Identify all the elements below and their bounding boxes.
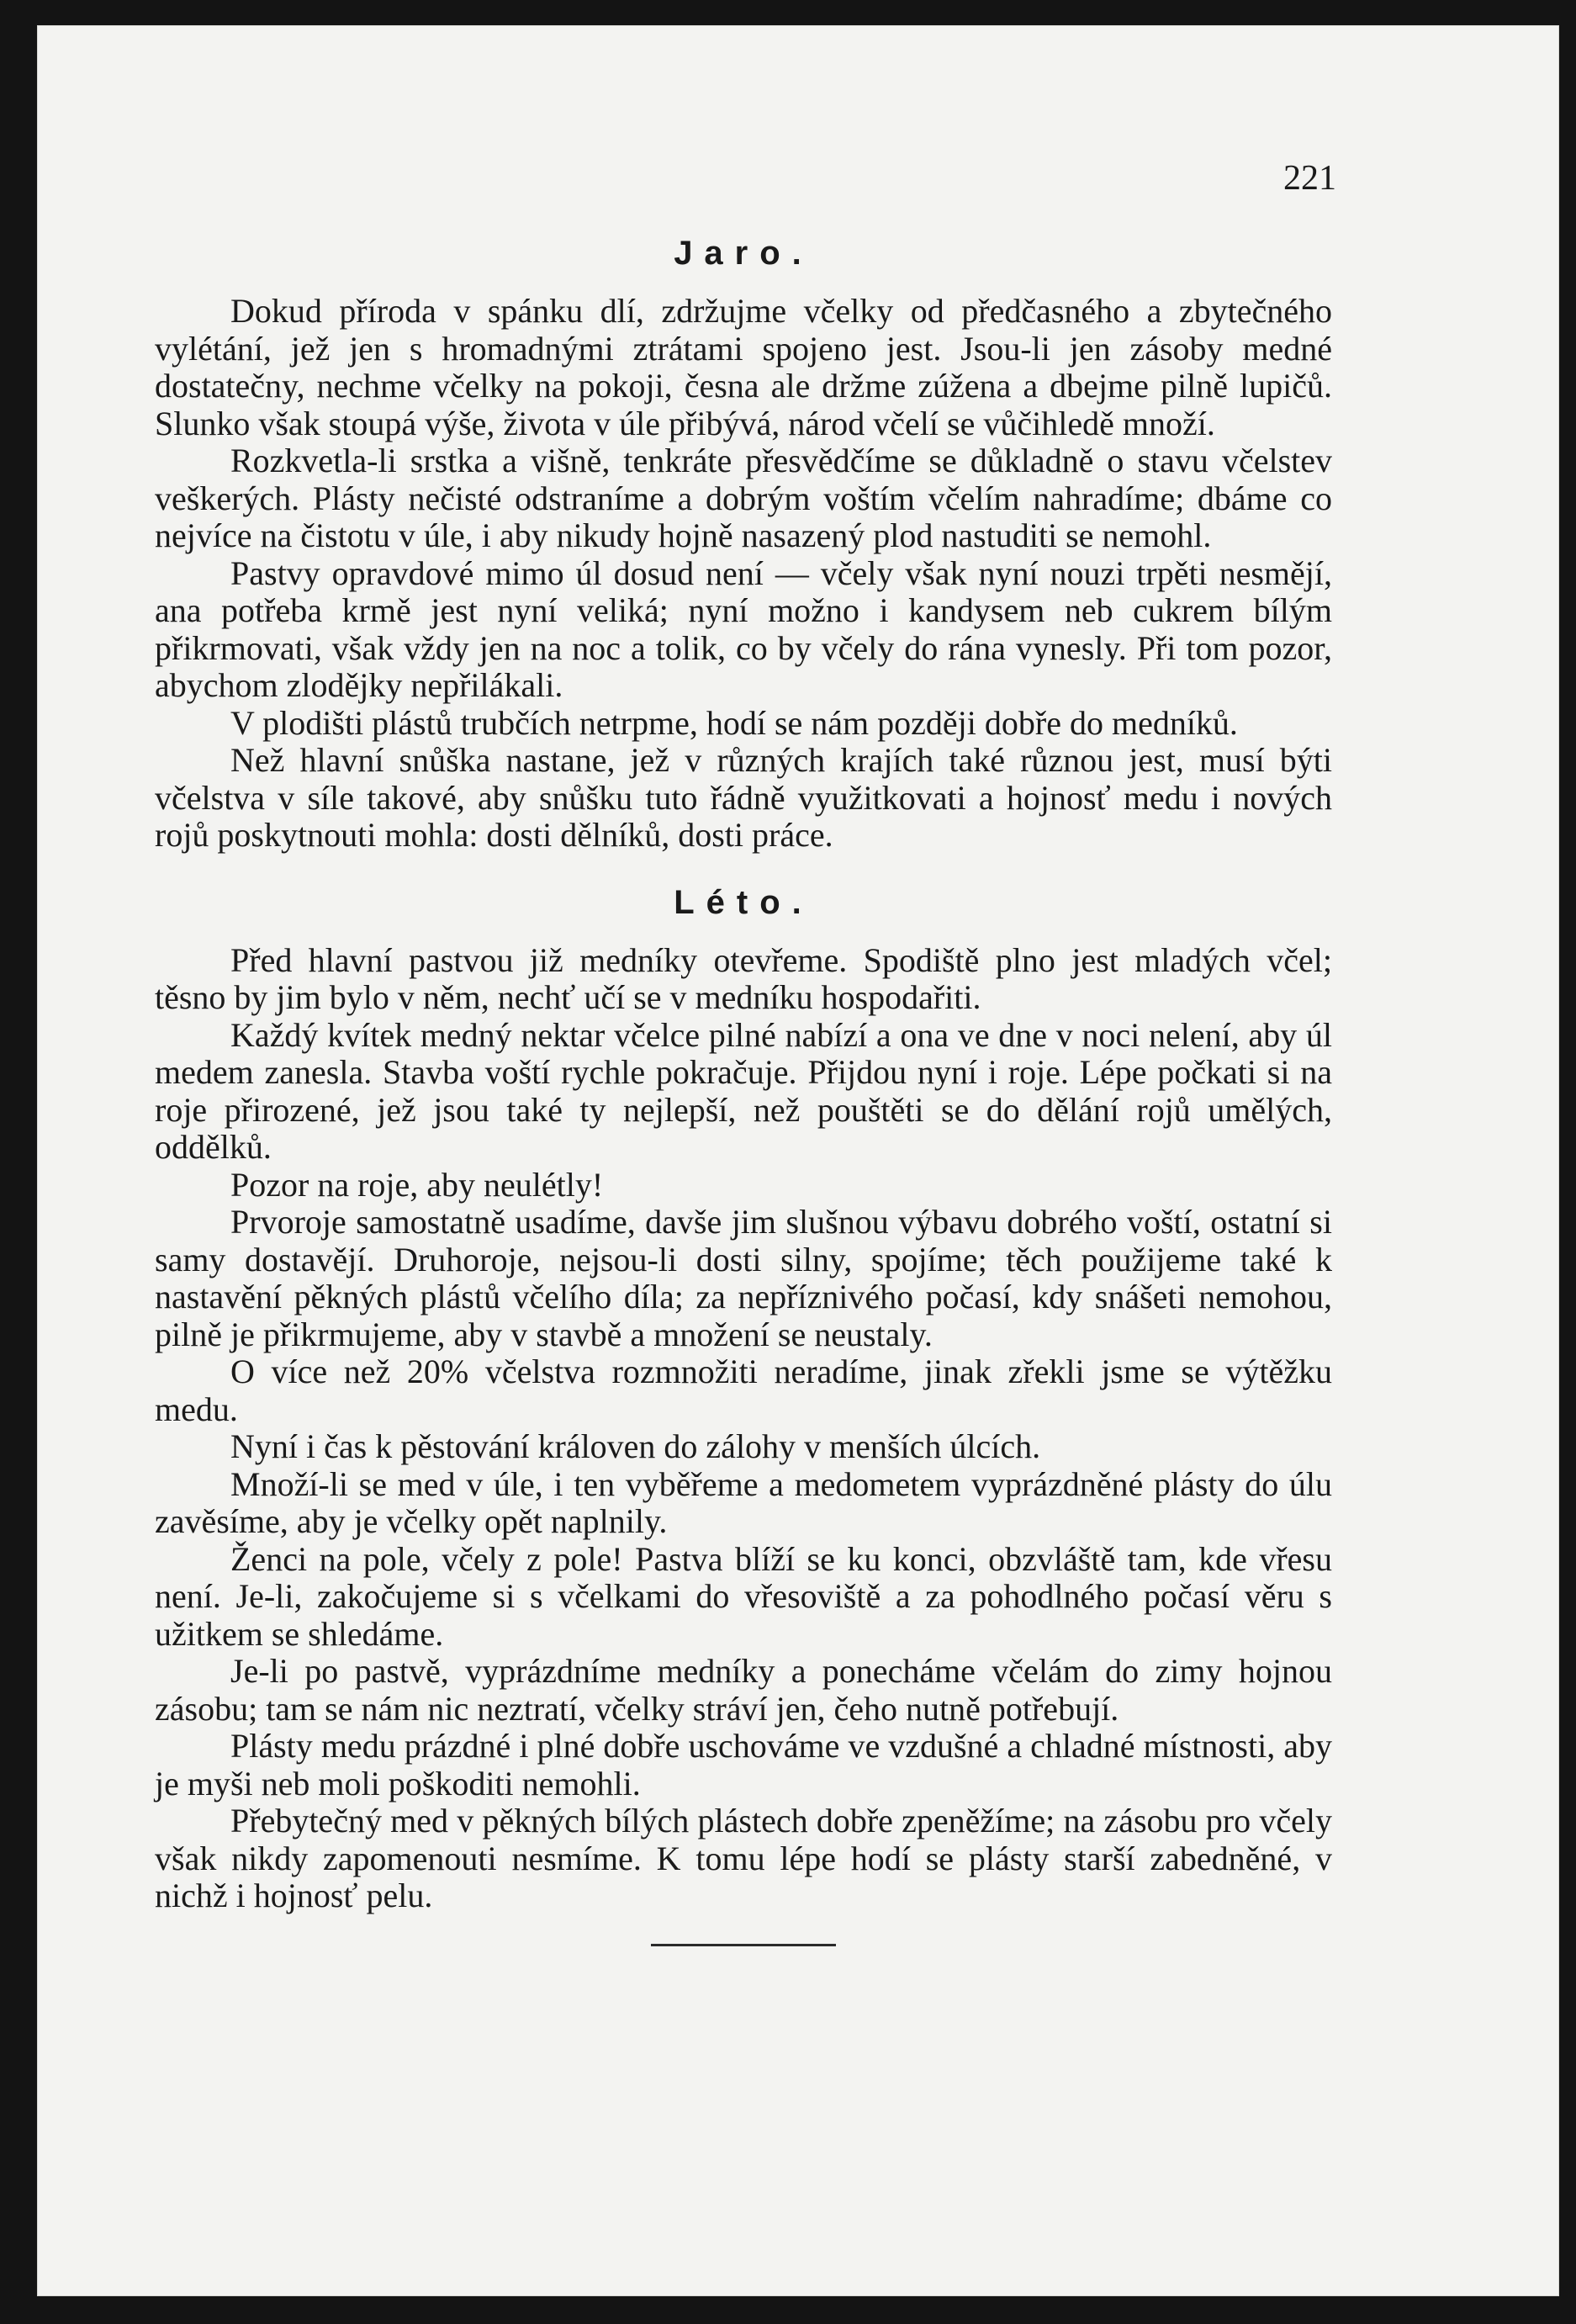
paragraph: Ženci na pole, včely z pole! Pastva blíží se ku konci, obzvláště tam, kde vřesu není. Je-li, zakočujeme si s včelkami do vřesoviště a za pohodlného počasí věru s užitkem se shledáme. bbox=[155, 1539, 1332, 1653]
section-jaro bbox=[155, 232, 1332, 855]
paragraph: Pozor na roje, aby neulétly! bbox=[230, 1165, 604, 1204]
page-text bbox=[155, 224, 1332, 1946]
paragraph: Dokud příroda v spánku dlí, zdržujme včelky od předčasného a zbytečného vylétání, jež jen s hromadnými ztrátami spojeno jest. Jsou-li jen zásoby medné dostatečny, nechme včelky na pokoji, česna ale držme zúžena a dbejme pilně lupičů. Slunko však stoupá výše, života v úle přibývá, národ včelí se vůčihledě množí. bbox=[155, 292, 1332, 442]
end-rule-divider bbox=[651, 1944, 836, 1946]
paragraph: Je-li po pastvě, vyprázdníme medníky a ponecháme včelám do zimy hojnou zásobu; tam se nám nic neztratí, včelky stráví jen, čeho nutně potřebují. bbox=[155, 1652, 1332, 1728]
paragraph: Každý kvítek medný nektar včelce pilné nabízí a ona ve dne v noci nelení, aby úl medem zanesla. Stavba voští rychle pokračuje. Přijdou nyní i roje. Lépe počkati si na roje přirozené, jež jsou také ty nejlepší, než pouštěti se do dělání rojů umělých, oddělků. bbox=[155, 1015, 1332, 1166]
page-number: 221 bbox=[1283, 159, 1336, 198]
section-leto bbox=[155, 881, 1332, 1915]
section-heading-jaro: Jaro. bbox=[674, 235, 813, 272]
section-heading-leto: Léto. bbox=[674, 883, 813, 921]
paragraph: O více než 20% včelstva rozmnožiti neradíme, jinak zřekli jsme se výtěžku medu. bbox=[155, 1353, 1332, 1428]
paragraph: Prvoroje samostatně usadíme, davše jim slušnou výbavu dobrého voští, ostatní si samy dostavějí. Druhoroje, nejsou-li dosti silny, spojíme; těch použijeme také k nastavění pěkných plástů včelího díla; za nepříznivého počasí, kdy snášeti nemohou, pilně je přikrmujeme, aby v stavbě a množení se neustaly. bbox=[155, 1203, 1332, 1353]
paragraph: V plodišti plástů trubčích netrpme, hodí se nám později dobře do medníků. bbox=[230, 703, 1238, 742]
paragraph: Pastvy opravdové mimo úl dosud není — včely však nyní nouzi trpěti nesmějí, ana potřeba krmě jest nyní veliká; nyní možno i kandysem neb cukrem bílým přikrmovati, však vždy jen na noc a tolik, co by včely do rána vynesly. Při tom pozor, abychom zlodějky nepřilákali. bbox=[155, 553, 1332, 704]
paragraph: Plásty medu prázdné i plné dobře uschováme ve vzdušné a chladné místnosti, aby je myši neb moli poškoditi nemohli. bbox=[155, 1727, 1332, 1803]
paragraph: Před hlavní pastvou již medníky otevřeme. Spodiště plno jest mladých včel; těsno by jim bylo v něm, nechť učí se v medníku hospodařiti. bbox=[155, 940, 1332, 1016]
book-page bbox=[37, 25, 1559, 2296]
paragraph: Rozkvetla-li srstka a višně, tenkráte přesvědčíme se důkladně o stavu včelstev veškerých. Plásty nečisté odstraníme a dobrým voštím včelím nahradíme; dbáme co nejvíce na čistotu v úle, i aby nikudy hojně nasazený plod nastuditi se nemohl. bbox=[155, 442, 1332, 554]
paragraph: Než hlavní snůška nastane, jež v různých krajích také různou jest, musí býti včelstva v síle takové, aby snůšku tuto řádně využitkovati a hojnosť medu i nových rojů poskytnouti mohla: dosti dělníků, dosti práce. bbox=[155, 741, 1332, 854]
paragraph: Přebytečný med v pěkných bílých plástech dobře zpeněžíme; na zásobu pro včely však nikdy zapomenouti nesmíme. K tomu lépe hodí se plásty starší zabedněné, v nichž i hojnosť pelu. bbox=[155, 1802, 1332, 1914]
paragraph: Množí-li se med v úle, i ten vyběřeme a medometem vyprázdněné plásty do úlu zavěsíme, aby je včelky opět naplnily. bbox=[155, 1464, 1332, 1540]
paragraph: Nyní i čas k pěstování královen do zálohy v menších úlcích. bbox=[230, 1427, 1041, 1465]
